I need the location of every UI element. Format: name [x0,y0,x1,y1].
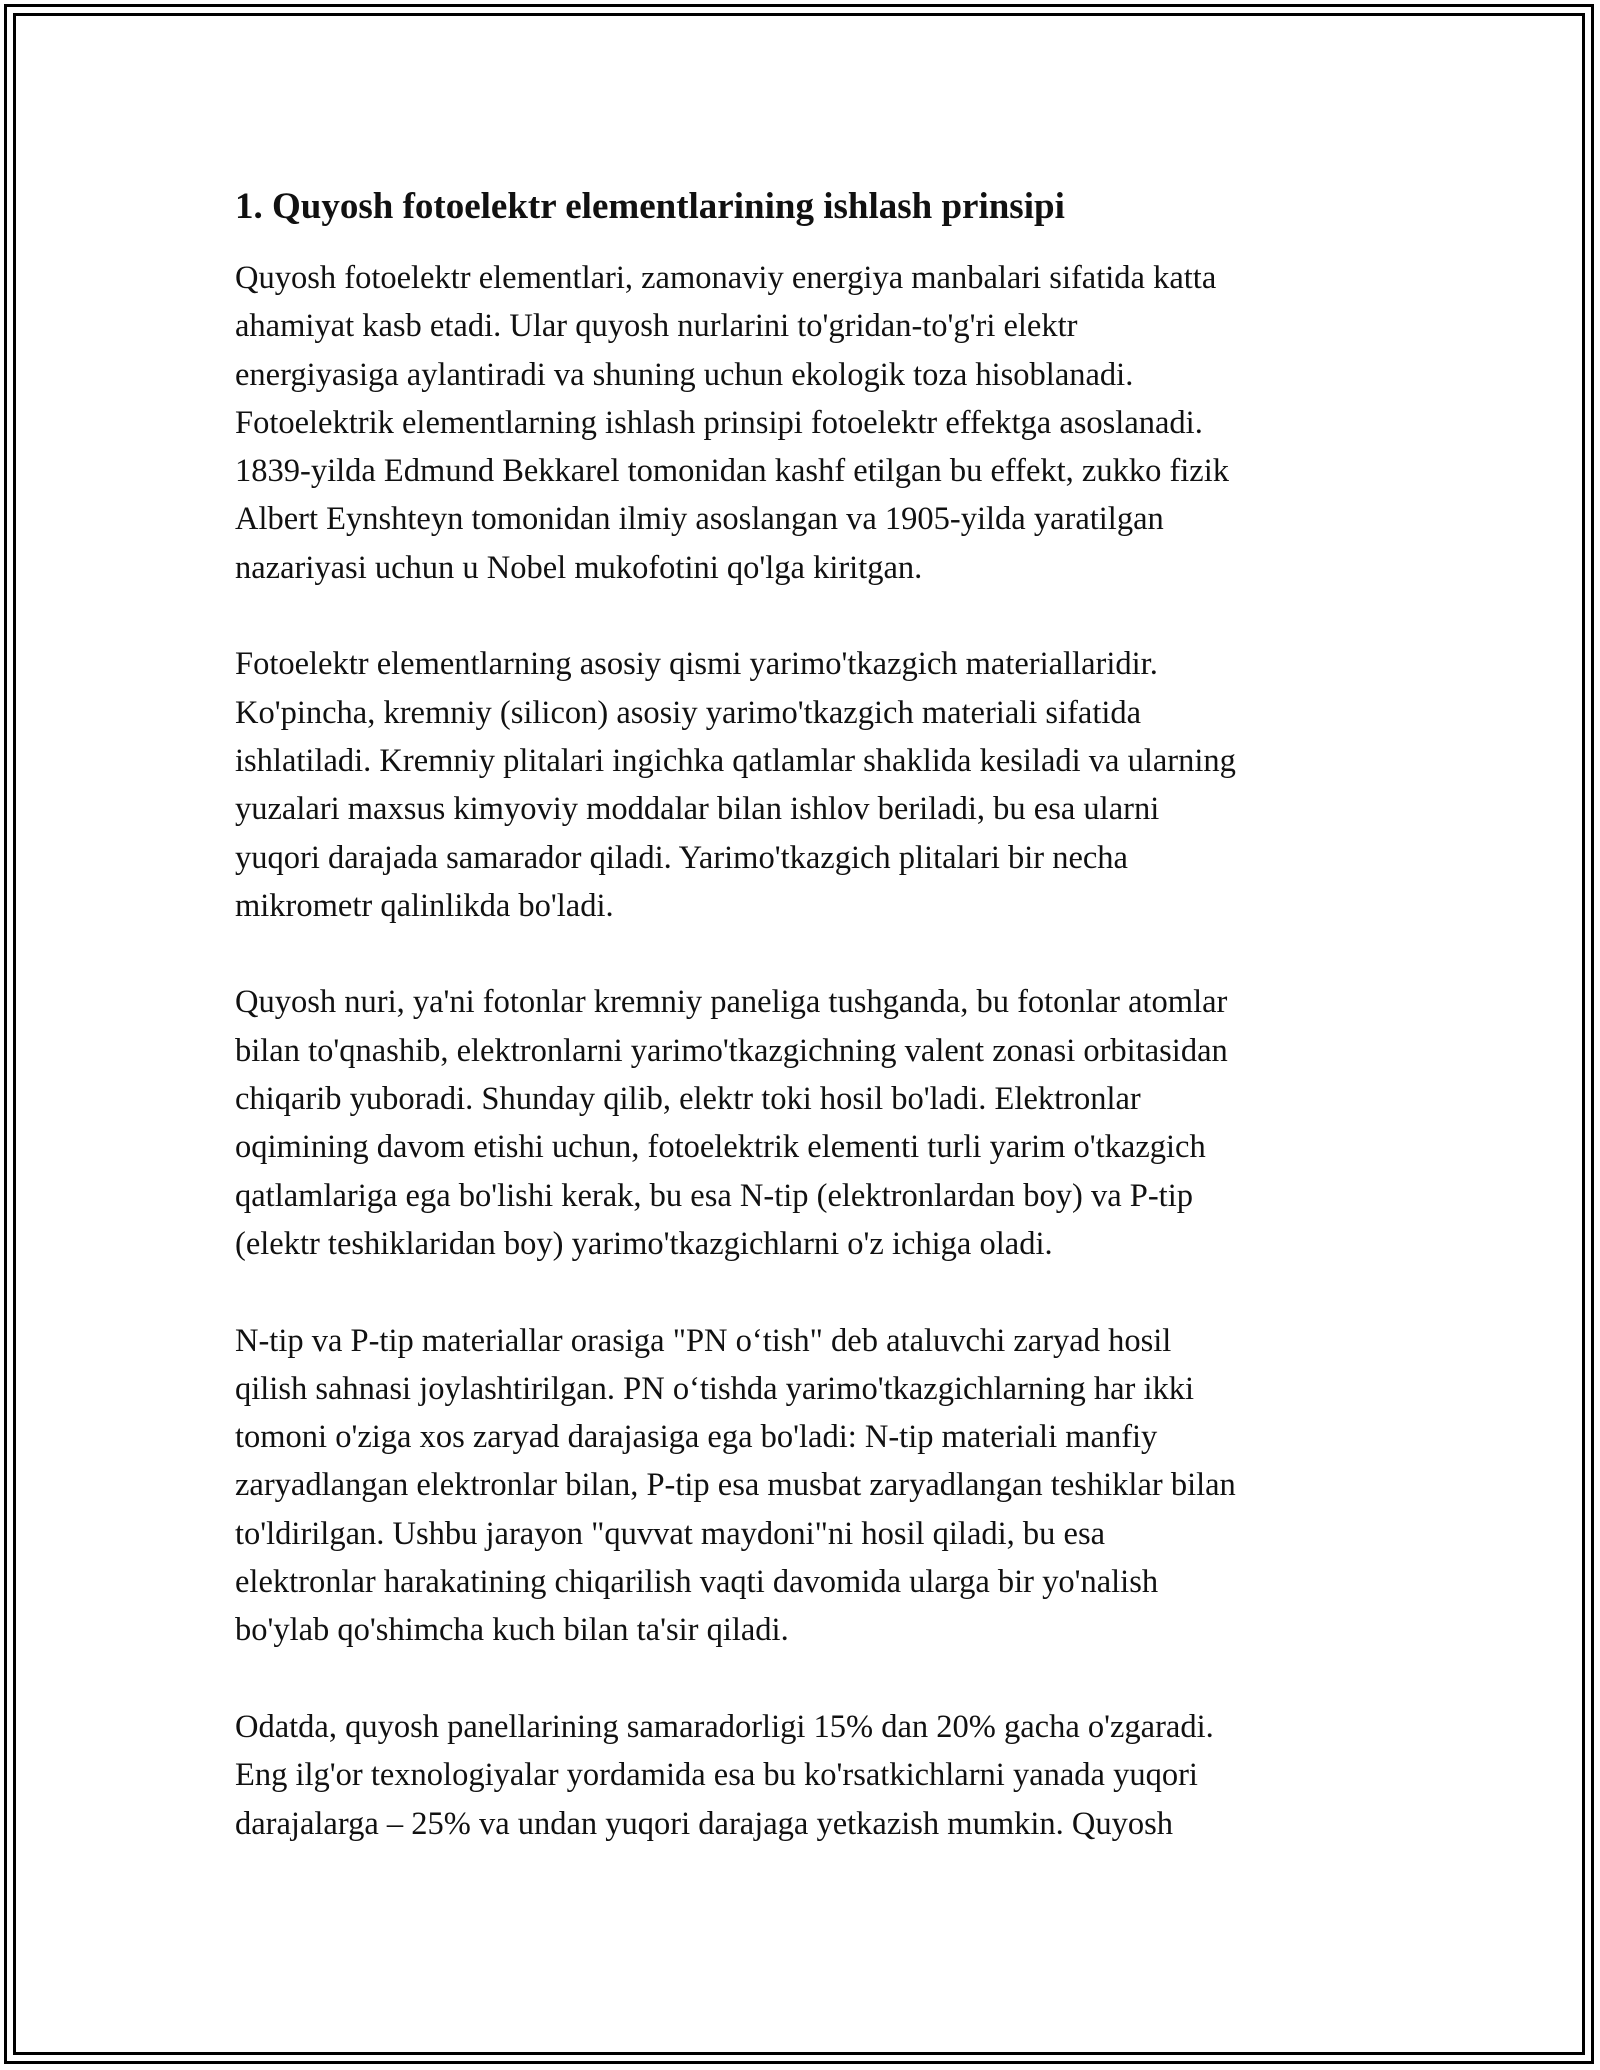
paragraph-photon-interaction: Quyosh nuri, ya'ni fotonlar kremniy paneliga tushganda, bu fotonlar atomlar bilan to'qnashib, elektronlarni yarimo'tkazgichning valent zonasi orbitasidan chiqarib yuboradi. Shunday qilib, elektr toki hosil bo'ladi. Elektronlar oqimining davom etishi uchun, fotoelektrik elementi turli yarim o'tkazgich qatlamlariga ega bo'lishi kerak, bu esa N-tip (elektronlardan boy) va P-tip (elektr teshiklaridan boy) yarimo'tkazgichlarni o'z ichiga oladi. [235,984,1228,1262]
paragraph-efficiency: Odatda, quyosh panellarining samaradorligi 15% dan 20% gacha o'zgaradi. Eng ilg'or texnologiyalar yordamida esa bu ko'rsatkichlarni yanada yuqori darajalarga – 25% va undan yuqori darajaga yetkazish mumkin. Quyosh [235,1708,1214,1842]
paragraph-pn-junction: N-tip va P-tip materiallar orasiga "PN o‘tish" deb ataluvchi zaryad hosil qilish sahnasi joylashtirilgan. PN o‘tishda yarimo'tkazgichlarning har ikki tomoni o'ziga xos zaryad darajasiga ega bo'ladi: N-tip materiali manfiy zaryadlangan elektronlar bilan, P-tip esa musbat zaryadlangan teshiklar bilan to'ldirilgan. Ushbu jarayon "quvvat maydoni"ni hosil qiladi, bu esa elektronlar harakatining chiqarilish vaqti davomida ularga bir yo'nalish bo'ylab qo'shimcha kuch bilan ta'sir qiladi. [235,1322,1236,1649]
paragraph-intro: Quyosh fotoelektr elementlari, zamonaviy energiya manbalari sifatida katta ahamiyat kasb etadi. Ular quyosh nurlarini to'gridan-to'g'ri elektr energiyasiga aylantiradi va shuning uchun ekologik toza hisoblanadi. Fotoelektrik elementlarning ishlash prinsipi fotoelektr effektga asoslanadi. 1839-yilda Edmund Bekkarel tomonidan kashf etilgan bu effekt, zukko fizik Albert Eynshteyn tomonidan ilmiy asoslangan va 1905-yilda yaratilgan nazariyasi uchun u Nobel mukofotini qo'lga kiritgan. [235,260,1230,586]
paragraph-semiconductor-materials: Fotoelektr elementlarning asosiy qismi yarimo'tkazgich materiallaridir. Ko'pincha, kremniy (silicon) asosiy yarimo'tkazgich materiali sifatida ishlatiladi. Kremniy plitalari ingichka qatlamlar shaklida kesiladi va ularning yuzalari maxsus kimyoviy moddalar bilan ishlov beriladi, bu esa ularni yuqori darajada samarador qiladi. Yarimo'tkazgich plitalari bir necha mikrometr qalinlikda bo'ladi. [235,646,1236,924]
document-body [235,184,1395,1896]
section-heading: 1. Quyosh fotoelektr elementlarining ishlash prinsipi [235,186,1065,227]
